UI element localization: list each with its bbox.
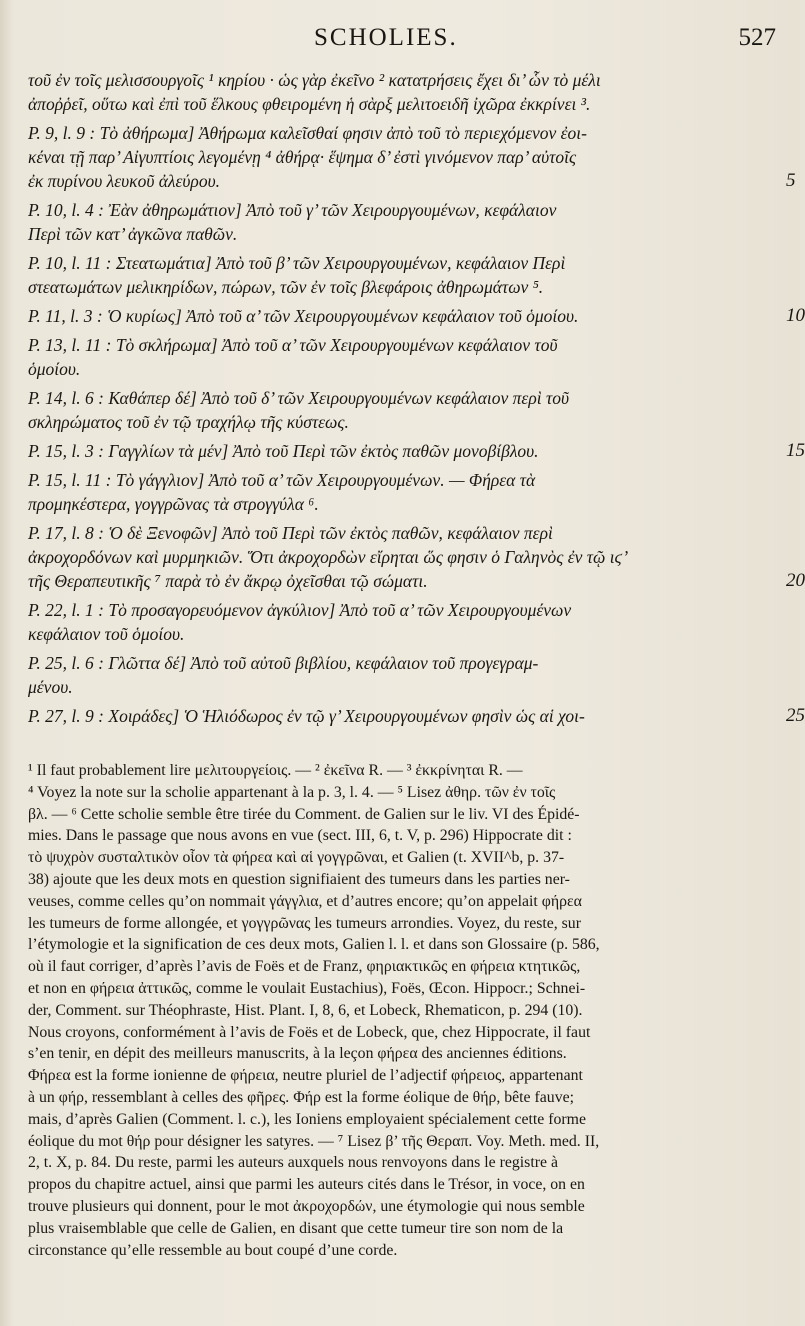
footnote-line: et non en φήρεια ἀττικῶς, comme le voulait Eustachius), Foës, Œcon. Hippocr.; Schnei- (28, 979, 586, 997)
footnote-line: Nous croyons, conformément à l’avis de Foës et de Lobeck, que, chez Hippocrate, il faut (28, 1023, 591, 1041)
footnote-line: 38) ajoute que les deux mots en question signifiaient des tumeurs dans les parties ner- (28, 870, 570, 888)
scholia-line-text: P. 13, l. 11 : Τὸ σκλήρωμα] Ἀπὸ τοῦ α’ τῶν Χειρουργουμένων κεφάλαιον τοῦ (28, 335, 558, 355)
scholia-line-text: Περὶ τῶν κατ’ ἀγκῶνα παθῶν. (28, 224, 238, 244)
scholia-line-text: P. 25, l. 6 : Γλῶττα δέ] Ἀπὸ τοῦ αὐτοῦ βιβλίου, κεφάλαιον τοῦ προγεγραμ- (28, 653, 539, 673)
scholia-line-text: ἐκ πυρίνου λευκοῦ ἀλεύρου. (28, 171, 220, 191)
footnotes (28, 760, 778, 1261)
footnote-line: l’étymologie et la signification de ces deux mots, Galien l. l. et dans son Glossaire (p. 586, (28, 936, 600, 954)
scholia-line-text: P. 11, l. 3 : Ὁ κυρίως] Ἀπὸ τοῦ α’ τῶν Χειρουργουμένων κεφάλαιον τοῦ ὁμοίου. (28, 306, 579, 326)
scholia-line (28, 169, 796, 193)
scholia-line-text: τῆς Θεραπευτικῆς ⁷ παρὰ τὸ ἐν ἄκρῳ ὀχεῖσθαι τῷ σώματι. (28, 571, 428, 591)
footnote-line: les tumeurs de forme allongée, et γογγρῶνας les tumeurs arrondies. Voyez, du reste, sur (28, 914, 581, 932)
footnote-line: der, Comment. sur Théophraste, Hist. Plant. I, 8, 6, et Lobeck, Rhematicon, p. 294 (10). (28, 1001, 583, 1019)
scholia-line (28, 675, 780, 699)
scholia-line (28, 145, 780, 169)
line-number: 20 (786, 570, 805, 591)
footnote-line: où il faut corriger, d’après l’avis de Foës et de Franz, φηριακτικῶς en φήρεια κτητικῶς, (28, 958, 581, 976)
scholia-line (28, 222, 780, 246)
scholia-line (28, 304, 805, 328)
line-number: 25 (786, 705, 805, 726)
line-number: 10 (786, 305, 805, 326)
scholia-line-text: P. 22, l. 1 : Τὸ προσαγορευόμενον ἀγκύλιον] Ἀπὸ τοῦ α’ τῶν Χειρουργουμένων (28, 600, 572, 620)
scholia-line-text: ὁμοίου. (28, 359, 81, 379)
scholia-line-text: P. 15, l. 11 : Τὸ γάγγλιον] Ἀπὸ τοῦ α’ τῶν Χειρουργουμένων. — Φήρεα τὰ (28, 470, 536, 490)
scholia-line-text: προμηκέστερα, γογγρῶνας τὰ στρογγύλα ⁶. (28, 494, 319, 514)
footnote-line: mais, d’après Galien (Comment. l. c.), les Ioniens employaient spécialement cette forme (28, 1110, 586, 1128)
scholia-line (28, 622, 780, 646)
footnote-line: τὸ ψυχρὸν συσταλτικὸν οἷον τὰ φήρεα καὶ αἱ γογγρῶναι, et Galien (t. XVII^b, p. 37- (28, 849, 565, 867)
scholia-line-text: στεατωμάτων μελικηρίδων, πώρων, τῶν ἐν τοῖς βλεφάροις ἀθηρωμάτων ⁵. (28, 277, 544, 297)
scholia-line (28, 521, 780, 545)
footnote-line: Φήρεα est la forme ionienne de φήρεια, neutre pluriel de l’adjectif φήρειος, appartenant (28, 1067, 583, 1085)
scholia-text (28, 68, 805, 728)
scholia-line-text: κεφάλαιον τοῦ ὁμοίου. (28, 624, 185, 644)
scholia-line (28, 121, 780, 145)
footnote-line: ¹ Il faut probablement lire μελιτουργείοις. — ² ἐκεῖνα R. — ³ ἐκκρίνηται R. — (28, 762, 523, 779)
scholia-line (28, 386, 780, 410)
scholia-line (28, 468, 780, 492)
scholia-line-text: μένου. (28, 677, 73, 697)
scholia-line-text: κέναι τῇ παρ’ Αἰγυπτίοις λεγομένῃ ⁴ ἀθήρᾳ· ἕψημα δ’ ἐστὶ γινόμενον παρ’ αὐτοῖς (28, 147, 577, 167)
running-head: SCHOLIES. (314, 24, 458, 51)
scholia-line-text: ἀκροχορδόνων καὶ μυρμηκιῶν. Ὅτι ἀκροχορδὼν εἴρηται ὥς φησιν ὁ Γαληνὸς ἐν τῷ ιϛ’ (28, 547, 629, 567)
scholia-line (28, 704, 805, 728)
scholia-line-text: P. 10, l. 4 : Ἐὰν ἀθηρωμάτιον] Ἀπὸ τοῦ γ’ τῶν Χειρουργουμένων, κεφάλαιον (28, 200, 557, 220)
scholia-line-text: P. 9, l. 9 : Τὸ ἀθήρωμα] Ἀθήρωμα καλεῖσθαί φησιν ἀπὸ τοῦ τὸ περιεχόμενον ἐοι- (28, 123, 587, 143)
footnote-line: trouve plusieurs qui donnent, pour le mot ἀκροχορδών, une étymologie qui nous semble (28, 1197, 585, 1215)
scholia-line (28, 651, 780, 675)
scholia-line (28, 251, 780, 275)
scholia-line-text: P. 15, l. 3 : Γαγγλίων τὰ μέν] Ἀπὸ τοῦ Περὶ τῶν ἐκτὸς παθῶν μονοβίβλου. (28, 441, 539, 461)
footnote-line: éolique du mot θήρ pour désigner les satyres. — ⁷ Lisez β’ τῆς Θεραπ. Voy. Meth. med. II, (28, 1132, 600, 1150)
scholia-line (28, 275, 780, 299)
scholia-line-text: P. 17, l. 8 : Ὁ δὲ Ξενοφῶν] Ἀπὸ τοῦ Περὶ τῶν ἐκτὸς παθῶν, κεφάλαιον περὶ (28, 523, 553, 543)
scholia-line (28, 357, 780, 381)
scholia-line (28, 545, 780, 569)
scholia-line (28, 598, 780, 622)
footnote-line: s’en tenir, en dépit des meilleurs manuscrits, à la leçon φήρεα des anciennes éditions. (28, 1045, 567, 1063)
footnote-line: veuses, comme celles qu’on nommait γάγγλια, et d’autres encore; qu’on appelait φήρεα (28, 892, 582, 910)
scholia-line-text: ἀποῤῥεῖ, οὕτω καὶ ἐπὶ τοῦ ἕλκους φθειρομένη ἡ σὰρξ μελιτοειδῆ ἰχῶρα ἐκκρίνει ³. (28, 94, 591, 114)
footnote-line: 2, t. X, p. 84. Du reste, parmi les auteurs auxquels nous renvoyons dans le registre à (28, 1154, 558, 1172)
footnote-line: circonstance qu’elle ressemble au bout coupé d’une corde. (28, 1241, 398, 1259)
footnote-line: mies. Dans le passage que nous avons en vue (sect. III, 6, t. V, p. 296) Hippocrate dit : (28, 827, 572, 845)
scholia-line-text: P. 10, l. 11 : Στεατωμάτια] Ἀπὸ τοῦ β’ τῶν Χειρουργουμένων, κεφάλαιον Περὶ (28, 253, 566, 273)
scholia-line (28, 68, 780, 92)
scholia-line (28, 198, 780, 222)
scholia-line (28, 410, 780, 434)
footnote-line: ⁴ Voyez la note sur la scholie appartenant à la p. 3, l. 4. — ⁵ Lisez ἀθηρ. τῶν ἐν τοῖς (28, 783, 556, 801)
scholia-line-text: P. 14, l. 6 : Καθάπερ δέ] Ἀπὸ τοῦ δ’ τῶν Χειρουργουμένων κεφάλαιον περὶ τοῦ (28, 388, 570, 408)
scholia-line (28, 492, 780, 516)
line-number: 15 (786, 440, 805, 461)
scholia-line (28, 569, 805, 593)
page-number: 527 (738, 24, 776, 51)
scholia-line (28, 333, 780, 357)
line-number: 5 (786, 170, 796, 191)
footnote-line: βλ. — ⁶ Cette scholie semble être tirée du Comment. de Galien sur le liv. VI des Épidé- (28, 805, 580, 823)
scholia-line (28, 439, 805, 463)
scholia-line-text: σκληρώματος τοῦ ἐν τῷ τραχήλῳ τῆς κύστεως. (28, 412, 349, 432)
page-header (0, 24, 800, 54)
scholia-line-text: τοῦ ἐν τοῖς μελισσουργοῖς ¹ κηρίου · ὡς γὰρ ἐκεῖνο ² κατατρήσεις ἔχει δι’ ὧν τὸ μέλι (28, 70, 601, 90)
footnote-line: à un φήρ, ressemblant à celles des φῆρες. Φήρ est la forme éolique de θήρ, bête fauve; (28, 1088, 574, 1106)
scholia-line (28, 92, 780, 116)
scholia-line-text: P. 27, l. 9 : Χοιράδες] Ὁ Ἡλιόδωρος ἐν τῷ γ’ Χειρουργουμένων φησὶν ὡς αἱ χοι- (28, 706, 585, 726)
footnote-line: plus vraisemblable que celle de Galien, en disant que cette tumeur tire son nom de la (28, 1219, 564, 1237)
footnote-line: propos du chapitre actuel, ainsi que parmi les auteurs cités dans le Trésor, in voce, on en (28, 1176, 585, 1194)
